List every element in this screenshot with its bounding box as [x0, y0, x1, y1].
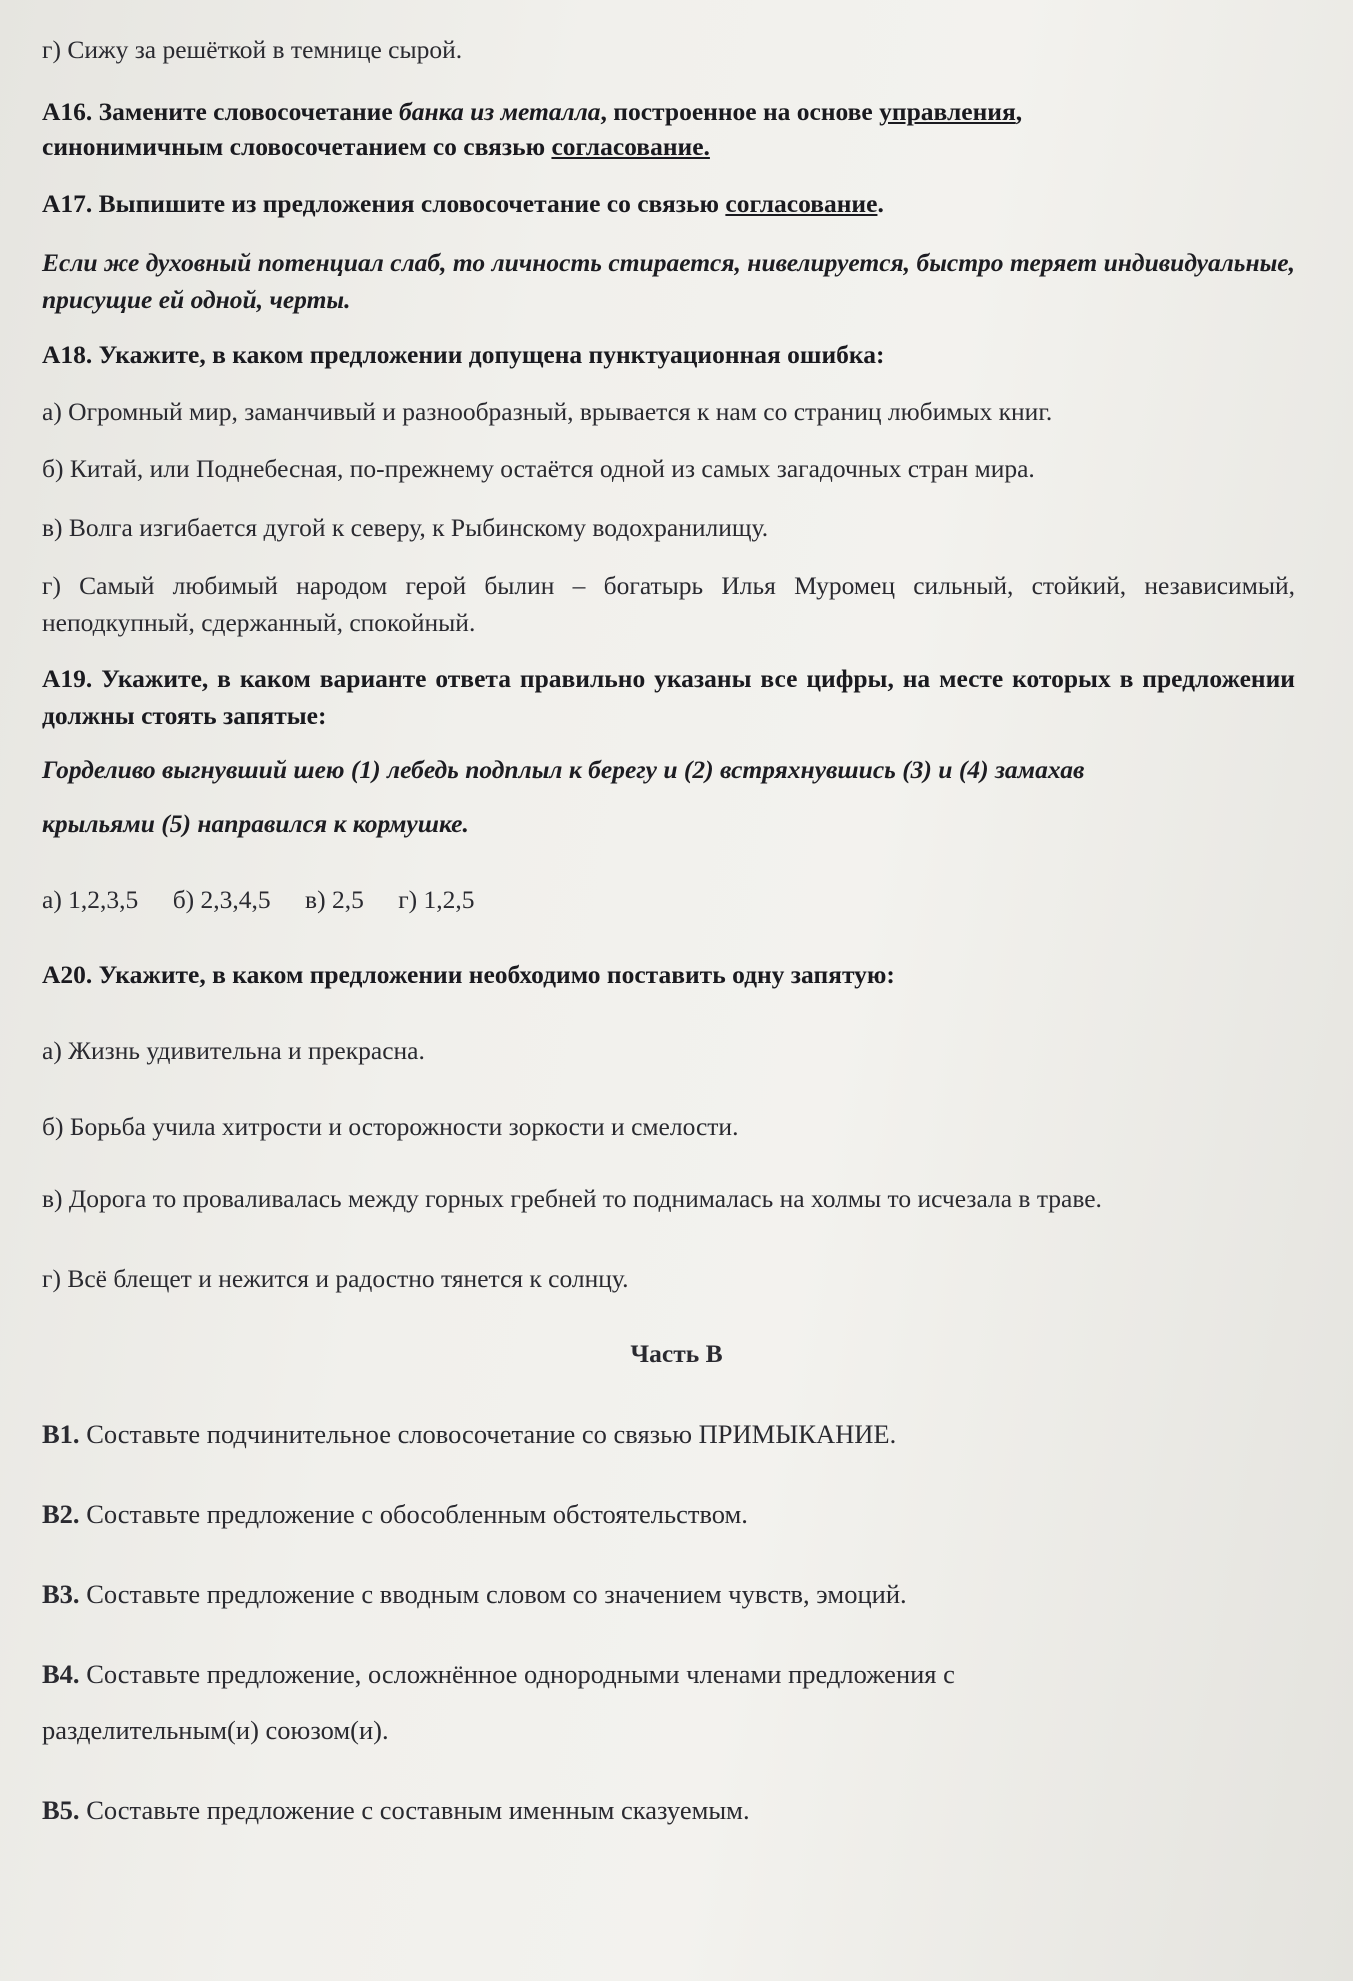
a19-option-a: а) 1,2,3,5: [42, 885, 139, 914]
a16-phrase: банка из металла: [399, 97, 601, 126]
a18-question: [42, 336, 1295, 373]
a16-middle: , построенное на основе: [600, 97, 880, 126]
a17-sentence-text: Если же духовный потенциал слаб, то личность стирается, нивелируется, быстро теряет индивидуальные, присущие ей одной, черты.: [42, 248, 1295, 314]
b4-task-line1: [42, 1656, 1295, 1693]
a18-option-b-text: б) Китай, или Поднебесная, по-прежнему остаётся одной из самых загадочных стран мира.: [42, 454, 1035, 483]
a19-sentence-line2: [42, 805, 1295, 842]
b4-text2: разделительным(и) союзом(и).: [42, 1715, 389, 1745]
part-b-title-text: Часть В: [630, 1339, 723, 1368]
a17-prefix: А17. Выпишите из предложения словосочетание со связью: [42, 189, 726, 218]
b5-text: Составьте предложение с составным именным сказуемым.: [79, 1795, 750, 1825]
a20-option-a: [42, 1032, 1295, 1069]
a20-option-b: [42, 1108, 1295, 1145]
a18-option-a-text: а) Огромный мир, заманчивый и разнообразный, врывается к нам со страниц любимых книг.: [42, 397, 1053, 426]
a15-option-g-text: г) Сижу за решёткой в темнице сырой.: [42, 35, 463, 64]
b5-task: [42, 1792, 1295, 1829]
a16-link1: управления: [879, 97, 1016, 126]
a20-option-g-text: г) Всё блещет и нежится и радостно тянется к солнцу.: [42, 1264, 629, 1293]
b2-task: [42, 1496, 1295, 1533]
b1-label: В1.: [42, 1419, 80, 1449]
b1-text: Составьте подчинительное словосочетание со связью ПРИМЫКАНИЕ.: [79, 1419, 897, 1449]
a18-option-a: [42, 393, 1295, 430]
b1-task: [42, 1416, 1295, 1453]
b3-label: В3.: [42, 1579, 80, 1609]
a19-question-text: А19. Укажите, в каком варианте ответа правильно указаны все цифры, на месте которых в предложении должны стоять запятые:: [42, 664, 1295, 730]
a19-option-g: г) 1,2,5: [398, 885, 475, 914]
a19-sentence-line1-text: Горделиво выгнувший шею (1) лебедь подплыл к берегу и (2) встряхнувшись (3) и (4) замахав: [42, 755, 1085, 784]
a18-option-g: [42, 567, 1295, 641]
b4-text: Составьте предложение, осложнённое однородными членами предложения с: [79, 1659, 955, 1689]
part-b-title: [0, 1335, 1353, 1372]
a16-question-line2: [42, 128, 1295, 165]
a17-question: [42, 185, 1295, 222]
b4-task-line2: [42, 1712, 1295, 1749]
a16-prefix: А16. Замените словосочетание: [42, 97, 400, 126]
a20-question-text: А20. Укажите, в каком предложении необходимо поставить одну запятую:: [42, 960, 895, 989]
a18-option-v-text: в) Волга изгибается дугой к северу, к Рыбинскому водохранилищу.: [42, 513, 769, 542]
a19-question: [42, 660, 1295, 734]
a17-suffix: .: [877, 189, 884, 218]
a18-option-b: [42, 450, 1295, 487]
a17-link: согласование: [725, 189, 878, 218]
a19-option-b: б) 2,3,4,5: [172, 885, 271, 914]
a17-sentence: [42, 244, 1295, 318]
b2-label: В2.: [42, 1499, 80, 1529]
a20-option-v: [42, 1180, 1295, 1217]
a20-question: [42, 956, 1295, 993]
a16-line2-prefix: синонимичным словосочетанием со связью: [42, 132, 552, 161]
b4-label: В4.: [42, 1659, 80, 1689]
a18-option-g-text: г) Самый любимый народом герой былин – богатырь Илья Муромец сильный, стойкий, независимый, неподкупный, сдержанный, спокойный.: [42, 571, 1295, 637]
b3-task: [42, 1576, 1295, 1613]
a19-options: [42, 881, 1295, 918]
a19-option-v: в) 2,5: [305, 885, 364, 914]
a18-option-v: [42, 509, 1295, 546]
a20-option-g: [42, 1260, 1295, 1297]
a20-option-b-text: б) Борьба учила хитрости и осторожности зоркости и смелости.: [42, 1112, 739, 1141]
a19-sentence-line2-text: крыльями (5) направился к кормушке.: [42, 809, 469, 838]
a19-sentence-line1: [42, 751, 1295, 788]
a20-option-a-text: а) Жизнь удивительна и прекрасна.: [42, 1036, 425, 1065]
a16-link2: согласование.: [551, 132, 710, 161]
a18-question-text: А18. Укажите, в каком предложении допущена пунктуационная ошибка:: [42, 340, 885, 369]
b5-label: В5.: [42, 1795, 80, 1825]
a15-option-g: [42, 31, 1295, 68]
b2-text: Составьте предложение с обособленным обстоятельством.: [79, 1499, 748, 1529]
b3-text: Составьте предложение с вводным словом со значением чувств, эмоций.: [79, 1579, 907, 1609]
a16-question-line1: А16. Замените словосочетание банка из металла, построенное на основе управления,: [42, 97, 1023, 126]
a20-option-v-text: в) Дорога то проваливалась между горных гребней то поднималась на холмы то исчезала в траве.: [42, 1184, 1102, 1213]
